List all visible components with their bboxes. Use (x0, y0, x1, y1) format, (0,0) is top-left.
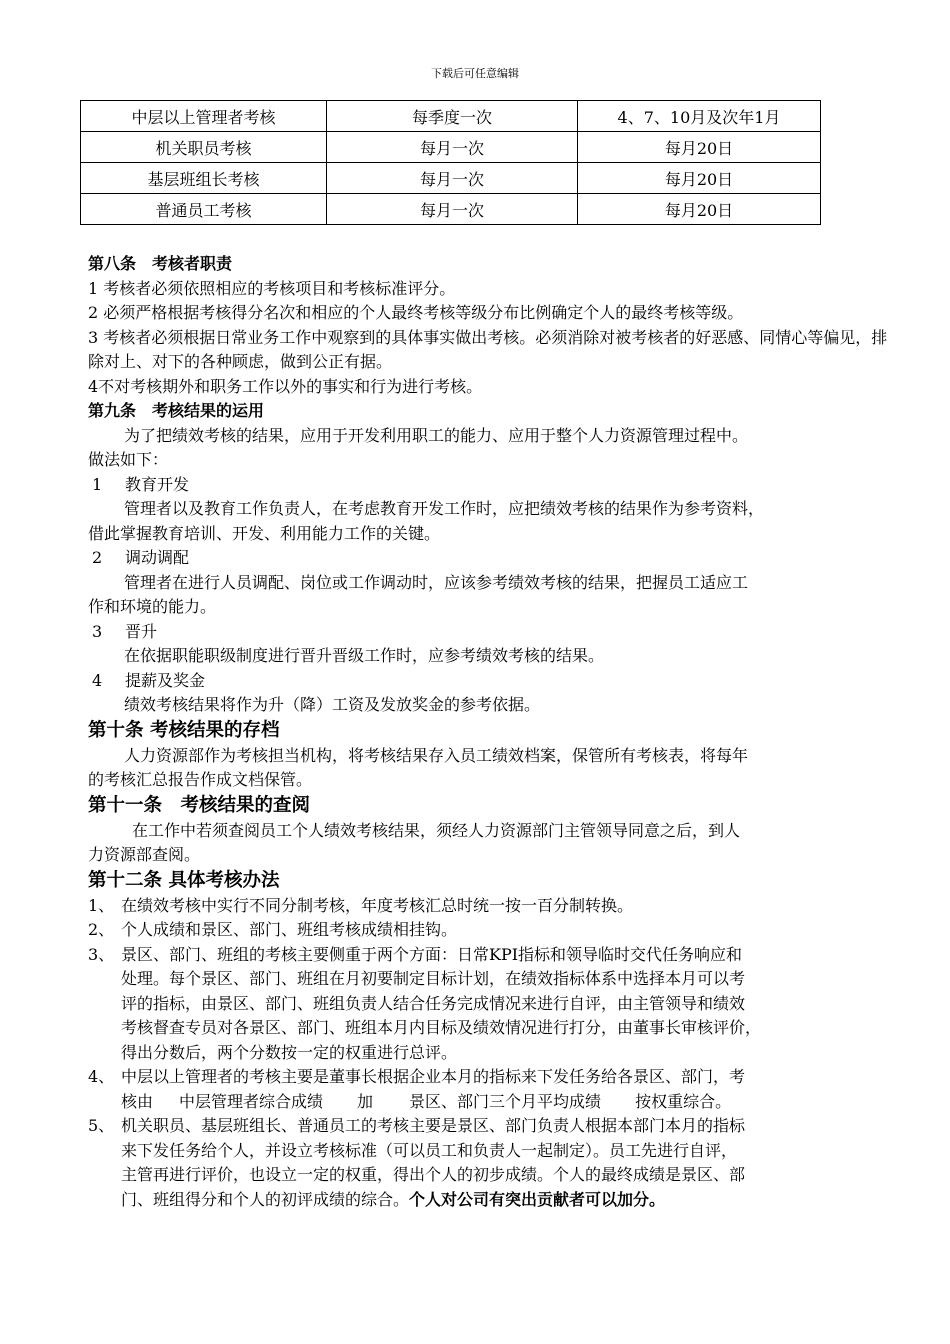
art12-list-item (88, 1114, 888, 1212)
table-cell: 基层班组长考核 (81, 163, 327, 194)
art9-item-text: 管理者在进行人员调配、岗位或工作调动时，应该参考绩效考核的结果，把握员工适应工 (124, 572, 749, 592)
table-cell: 每季度一次 (327, 101, 578, 132)
art12-list-item (88, 894, 888, 919)
art9-subheading-label: 提薪及奖金 (125, 670, 206, 690)
art8-item-4: 4不对考核期外和职务工作以外的事实和行为进行考核。 (88, 376, 483, 396)
art12-item-number: 3、 (88, 944, 115, 964)
table-cell: 每月20日 (578, 132, 821, 163)
formula-suffix: 按权重综合。 (635, 1091, 732, 1111)
art12-item-line: 在绩效考核中实行不同分制考核，年度考核汇总时统一按一百分制转换。 (121, 895, 634, 915)
art12-item-line: 中层以上管理者的考核主要是董事长根据企业本月的指标来下发任务给各景区、部门，考 (121, 1067, 746, 1086)
art9-subheading (88, 473, 888, 498)
art12-item-line: 个人成绩和景区、部门、班组考核成绩相挂钩。 (121, 920, 458, 939)
table-row (81, 163, 821, 194)
art11-line-2: 力资源部查阅。 (88, 845, 201, 864)
art9-subheading-num: 2 (92, 548, 103, 567)
art9-item-text-cont: 作和环境的能力。 (88, 597, 217, 616)
art12-item-line: 主管再进行评价，也设立一定的权重，得出个人的初步成绩。个人的最终成绩是景区、部 (121, 1165, 746, 1184)
art12-item-number: 5、 (88, 1116, 115, 1135)
table-cell: 4、7、10月及次年1月 (578, 101, 821, 132)
art9-subheading-label: 调动调配 (125, 548, 190, 567)
art9-intro-2: 做法如下： (88, 450, 169, 469)
schedule-table (80, 100, 821, 225)
art12-item-number: 1、 (88, 895, 115, 915)
art12-item-line: 得出分数后，两个分数按一定的权重进行总评。 (121, 1042, 458, 1062)
table-cell: 每月一次 (327, 163, 578, 194)
art12-item-line: 机关职员、基层班组长、普通员工的考核主要是景区、部门负责人根据本部门本月的指标 (121, 1116, 746, 1135)
table-row (81, 194, 821, 225)
table-cell: 普通员工考核 (81, 194, 327, 225)
art12-item-number: 4、 (88, 1067, 115, 1086)
art12-item-line: 景区、部门、班组的考核主要侧重于两个方面：日常KPI指标和领导临时交代任务响应和 (121, 944, 743, 964)
art9-subheading-num: 1 (92, 474, 103, 494)
formula-operator: 加 (357, 1091, 374, 1111)
art9-item-text-cont: 借此掌握教育培训、开发、利用能力工作的关键。 (88, 523, 441, 543)
art9-item-text: 管理者以及教育工作负责人，在考虑教育开发工作时，应把绩效考核的结果作为参考资料， (124, 499, 765, 518)
art10-line-2: 的考核汇总报告作成文档保管。 (88, 770, 313, 789)
art12-item-number: 2、 (88, 920, 115, 939)
table-cell: 每月20日 (578, 163, 821, 194)
art12-item-line: 评的指标，由景区、部门、班组负责人结合任务完成情况来进行自评，由主管领导和绩效 (121, 993, 746, 1013)
art9-item-text: 绩效考核结果将作为升（降）工资及发放奖金的参考依据。 (124, 695, 541, 714)
art9-subheading-label: 晋升 (125, 621, 158, 641)
art12-list-item (88, 918, 888, 943)
formula-term-2: 景区、部门三个月平均成绩 (409, 1091, 602, 1111)
article-10-title: 第十条 考核结果的存档 (88, 719, 280, 741)
art12-item-last-line (121, 1188, 888, 1213)
table-cell: 中层以上管理者考核 (81, 101, 327, 132)
art12-item-line: 来下发任务给个人，并设立考核标准（可以员工和负责人一起制定）。员工先进行自评， (121, 1140, 738, 1160)
art9-subheading (88, 669, 888, 694)
art9-subheading (88, 620, 888, 645)
art12-formula-line (121, 1090, 888, 1115)
art12-item-line: 考核督查专员对各景区、部门、班组本月内目标及绩效情况进行打分，由董事长审核评价， (121, 1018, 762, 1037)
art9-intro: 为了把绩效考核的结果，应用于开发利用职工的能力、应用于整个人力资源管理过程中。 (124, 425, 749, 445)
table-cell: 每月一次 (327, 194, 578, 225)
art12-list-item (88, 943, 888, 1066)
page-header: 下载后可任意编辑 (431, 67, 519, 80)
article-11-title: 第十一条 考核结果的查阅 (88, 794, 311, 816)
article-9-title: 第九条 考核结果的运用 (88, 401, 265, 420)
article-8-title: 第八条 考核者职责 (88, 254, 233, 273)
formula-prefix: 核由 (121, 1091, 154, 1111)
art8-item-2: 2 必须严格根据考核得分名次和相应的个人最终考核等级分布比例确定个人的最终考核等级。 (88, 303, 744, 322)
document-body (88, 252, 888, 1212)
art8-item-3: 3 考核者必须根据日常业务工作中观察到的具体事实做出考核。必须消除对被考核者的好恶感、同情心等偏见，排除对上、对下的各种顾虑，做到公正有据。 (88, 327, 888, 371)
art12-item-line: 处理。每个景区、部门、班组在月初要制定目标计划，在绩效指标体系中选择本月可以考 (121, 969, 746, 988)
art11-line-1: 在工作中若须查阅员工个人绩效考核结果，须经人力资源部门主管领导同意之后，到人 (132, 820, 741, 840)
art9-subheading (88, 546, 888, 571)
art8-item-1: 1 考核者必须依照相应的考核项目和考核标准评分。 (88, 278, 456, 298)
table-row (81, 132, 821, 163)
art9-subheading-label: 教育开发 (125, 474, 190, 494)
art9-subheading-num: 4 (92, 670, 103, 690)
table-cell: 机关职员考核 (81, 132, 327, 163)
art12-list-item (88, 1065, 888, 1114)
formula-term-1: 中层管理者综合成绩 (179, 1091, 324, 1111)
article-12-title: 第十二条 具体考核办法 (88, 869, 280, 891)
art9-subheading-num: 3 (92, 621, 103, 641)
table-row (81, 101, 821, 132)
art12-last-text: 门、班组得分和个人的初评成绩的综合。 (121, 1189, 410, 1209)
art12-bold-emphasis: 个人对公司有突出贡献者可以加分。 (409, 1189, 666, 1209)
table-cell: 每月20日 (578, 194, 821, 225)
art9-item-text: 在依据职能职级制度进行晋升晋级工作时，应参考绩效考核的结果。 (124, 646, 605, 665)
table-cell: 每月一次 (327, 132, 578, 163)
art10-line-1: 人力资源部作为考核担当机构，将考核结果存入员工绩效档案，保管所有考核表，将每年 (124, 745, 749, 765)
